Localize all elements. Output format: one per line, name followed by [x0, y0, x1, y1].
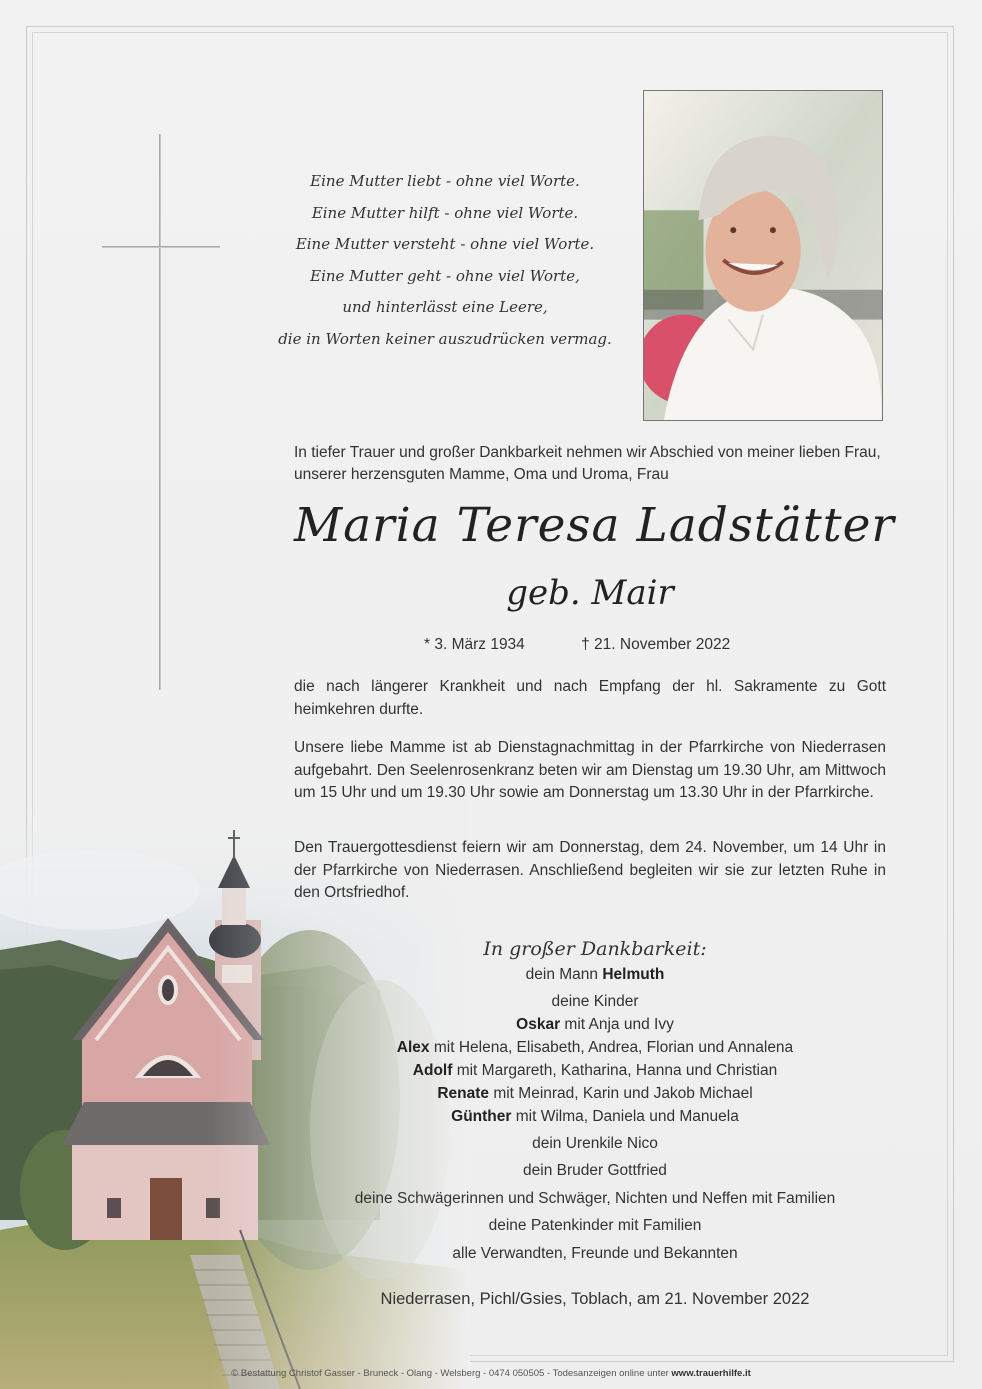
mourner-line	[300, 1135, 890, 1153]
mourner-line	[300, 993, 890, 1011]
mourner-text: dein Bruder Gottfried	[523, 1162, 667, 1179]
portrait-photo	[643, 90, 883, 421]
maiden-name: geb. Mair	[506, 573, 674, 613]
mourner-line	[300, 1217, 890, 1235]
birth-date: * 3. März 1934	[424, 636, 525, 653]
cross-horizontal-bar	[102, 246, 220, 248]
mourner-line	[300, 1190, 890, 1208]
mourner-name: Adolf	[412, 1062, 453, 1079]
thanks-title: In großer Dankbarkeit:	[483, 938, 707, 960]
mourner-companions: mit Wilma, Daniela und Manuela	[515, 1108, 739, 1125]
mourner-name: Alex	[396, 1039, 430, 1056]
mourner-companions: mit Helena, Elisabeth, Andrea, Florian und Annalena	[433, 1039, 794, 1056]
life-dates	[424, 636, 730, 654]
mourner-companions: mit Anja und Ivy	[564, 1016, 674, 1033]
mourner-line	[300, 966, 890, 984]
mourners-section	[300, 938, 890, 1296]
mourner-line	[300, 1245, 890, 1263]
mourner-line	[300, 1085, 890, 1103]
death-date: † 21. November 2022	[581, 636, 731, 653]
mourner-name: Renate	[437, 1085, 490, 1102]
poem-line: Eine Mutter liebt - ohne viel Worte.	[310, 172, 580, 190]
mourner-text: deine Patenkinder mit Familien	[488, 1217, 702, 1234]
mourner-name: Günther	[451, 1108, 512, 1125]
paragraph-funeral: Den Trauergottesdienst feiern wir am Donnerstag, dem 24. November, um 14 Uhr in der Pfarrkirche von Niederrasen. Anschließend begleiten wir sie zur letzten Ruhe in den Ortsfriedhof.	[294, 839, 886, 901]
mourner-line	[300, 1039, 890, 1057]
poem-line: Eine Mutter versteht - ohne viel Worte.	[295, 235, 595, 253]
paragraph-wake: Unsere liebe Mamme ist ab Dienstagnachmittag in der Pfarrkirche von Niederrasen aufgebahrt. Den Seelenrosenkranz beten wir am Dienstag um 19.30 Uhr, am Mittwoch um 15 Uhr und um 19.30 Uhr sowie am Donnerstag um 13.30 Uhr in der Pfarrkirche.	[294, 739, 886, 801]
footer-text: © Bestattung Christof Gasser - Bruneck - Olang - Welsberg - 0474 050505 - Todesanzeigen online unter	[231, 1368, 669, 1379]
footer-link[interactable]: www.trauerhilfe.it	[671, 1368, 751, 1379]
paragraph-homecoming: die nach längerer Krankheit und nach Empfang der hl. Sakramente zu Gott heimkehren durfte.	[294, 678, 886, 718]
mourner-text: dein Mann	[525, 966, 599, 983]
mourner-line	[300, 1016, 890, 1034]
footer	[0, 1368, 982, 1379]
mourner-text: dein Urenkile Nico	[532, 1135, 658, 1152]
place-and-date: Niederrasen, Pichl/Gsies, Toblach, am 21. November 2022	[380, 1290, 810, 1308]
mourner-name: Helmuth	[602, 966, 665, 983]
poem-line: und hinterlässt eine Leere,	[342, 298, 548, 316]
mourner-text: deine Kinder	[551, 993, 639, 1010]
poem	[262, 166, 628, 355]
poem-line: die in Worten keiner auszudrücken vermag.	[278, 329, 612, 348]
mourner-text: alle Verwandten, Freunde und Bekannten	[452, 1245, 738, 1262]
cross-vertical-bar	[159, 134, 161, 690]
mourner-text: deine Schwägerinnen und Schwäger, Nichten und Neffen mit Familien	[354, 1190, 836, 1207]
mourner-line	[300, 1108, 890, 1126]
intro-text: In tiefer Trauer und großer Dankbarkeit nehmen wir Abschied von meiner lieben Frau, unserer herzensguten Mamme, Oma und Uroma, Frau	[294, 444, 881, 483]
mourner-name: Oskar	[516, 1016, 561, 1033]
mourner-companions: mit Margareth, Katharina, Hanna und Christian	[456, 1062, 778, 1079]
poem-line: Eine Mutter hilft - ohne viel Worte.	[311, 203, 579, 222]
poem-line: Eine Mutter geht - ohne viel Worte,	[310, 266, 580, 285]
deceased-name: Maria Teresa Ladstätter	[294, 498, 895, 553]
mourner-line	[300, 1162, 890, 1180]
mourner-line	[300, 1062, 890, 1080]
mourner-companions: mit Meinrad, Karin und Jakob Michael	[493, 1085, 753, 1102]
